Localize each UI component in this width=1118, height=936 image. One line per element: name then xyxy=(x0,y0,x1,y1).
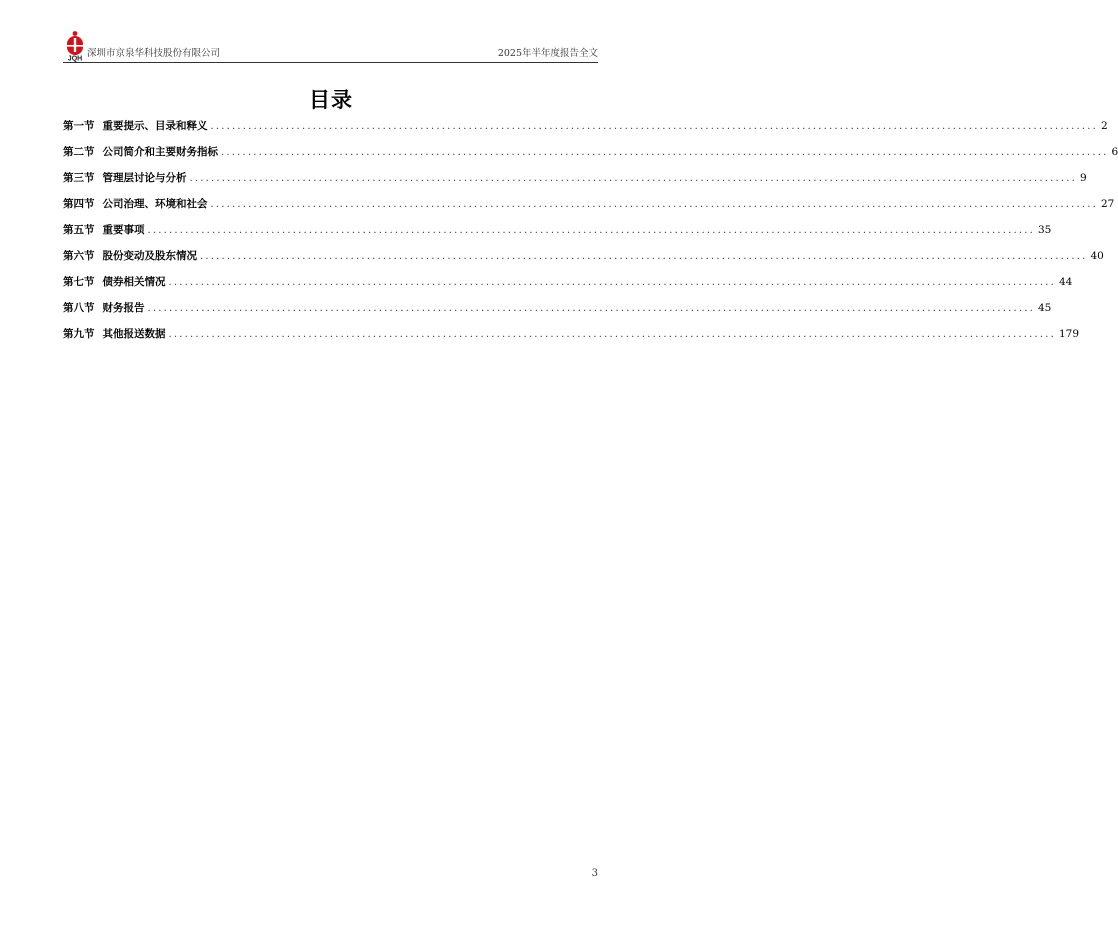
page-number: 3 xyxy=(591,868,598,879)
toc-page-number: 179 xyxy=(1059,328,1080,340)
toc-section-number: 第七节 xyxy=(63,276,95,288)
report-name: 2025年半年度报告全文 xyxy=(497,48,598,59)
toc-section-title: 重要提示、目录和释义 xyxy=(102,120,208,132)
toc-page-number: 27 xyxy=(1101,198,1115,210)
toc-page-number: 40 xyxy=(1090,250,1104,262)
toc-leader-dots: ..................................................................................................................................................................... xyxy=(147,225,1035,236)
table-of-contents xyxy=(63,118,1118,352)
toc-page-number: 35 xyxy=(1038,224,1052,236)
company-logo xyxy=(63,30,87,62)
toc-section-title: 其他报送数据 xyxy=(102,328,166,340)
toc-leader-dots: ..................................................................................................................................................................... xyxy=(221,147,1109,158)
toc-page-number: 2 xyxy=(1101,120,1108,132)
toc-leader-dots: ..................................................................................................................................................................... xyxy=(168,329,1056,340)
toc-section-title: 管理层讨论与分析 xyxy=(102,172,187,184)
toc-entry[interactable] xyxy=(63,326,1080,352)
toc-leader-dots: ..................................................................................................................................................................... xyxy=(200,251,1088,262)
toc-page-number: 6 xyxy=(1111,146,1118,158)
toc-section-number: 第三节 xyxy=(63,172,95,184)
toc-section-number: 第四节 xyxy=(63,198,95,210)
toc-entry[interactable] xyxy=(63,144,1118,170)
toc-page-number: 44 xyxy=(1059,276,1073,288)
toc-section-number: 第五节 xyxy=(63,224,95,236)
toc-page-number: 45 xyxy=(1038,302,1052,314)
toc-leader-dots: ..................................................................................................................................................................... xyxy=(147,303,1035,314)
toc-leader-dots: ..................................................................................................................................................................... xyxy=(210,199,1098,210)
toc-section-title: 公司治理、环境和社会 xyxy=(102,198,208,210)
toc-section-number: 第九节 xyxy=(63,328,95,340)
page-header xyxy=(63,30,598,63)
toc-section-title: 股份变动及股东情况 xyxy=(102,250,197,262)
toc-entry[interactable] xyxy=(63,196,1115,222)
toc-entry[interactable] xyxy=(63,248,1104,274)
toc-entry[interactable] xyxy=(63,118,1108,144)
toc-section-title: 公司简介和主要财务指标 xyxy=(102,146,218,158)
toc-entry[interactable] xyxy=(63,222,1052,248)
toc-leader-dots: ..................................................................................................................................................................... xyxy=(210,121,1098,132)
toc-entry[interactable] xyxy=(63,300,1052,326)
toc-section-title: 重要事项 xyxy=(102,224,145,236)
logo-text: JQH xyxy=(67,55,83,63)
toc-leader-dots: ..................................................................................................................................................................... xyxy=(189,173,1077,184)
toc-section-title: 债券相关情况 xyxy=(102,276,166,288)
toc-section-number: 第一节 xyxy=(63,120,95,132)
toc-section-number: 第八节 xyxy=(63,302,95,314)
toc-entry[interactable] xyxy=(63,170,1087,196)
toc-section-number: 第六节 xyxy=(63,250,95,262)
company-name: 深圳市京泉华科技股份有限公司 xyxy=(87,48,221,59)
toc-section-number: 第二节 xyxy=(63,146,95,158)
page-title: 目录 xyxy=(309,88,353,112)
toc-section-title: 财务报告 xyxy=(102,302,145,314)
toc-leader-dots: ..................................................................................................................................................................... xyxy=(168,277,1056,288)
toc-page-number: 9 xyxy=(1080,172,1087,184)
toc-entry[interactable] xyxy=(63,274,1073,300)
